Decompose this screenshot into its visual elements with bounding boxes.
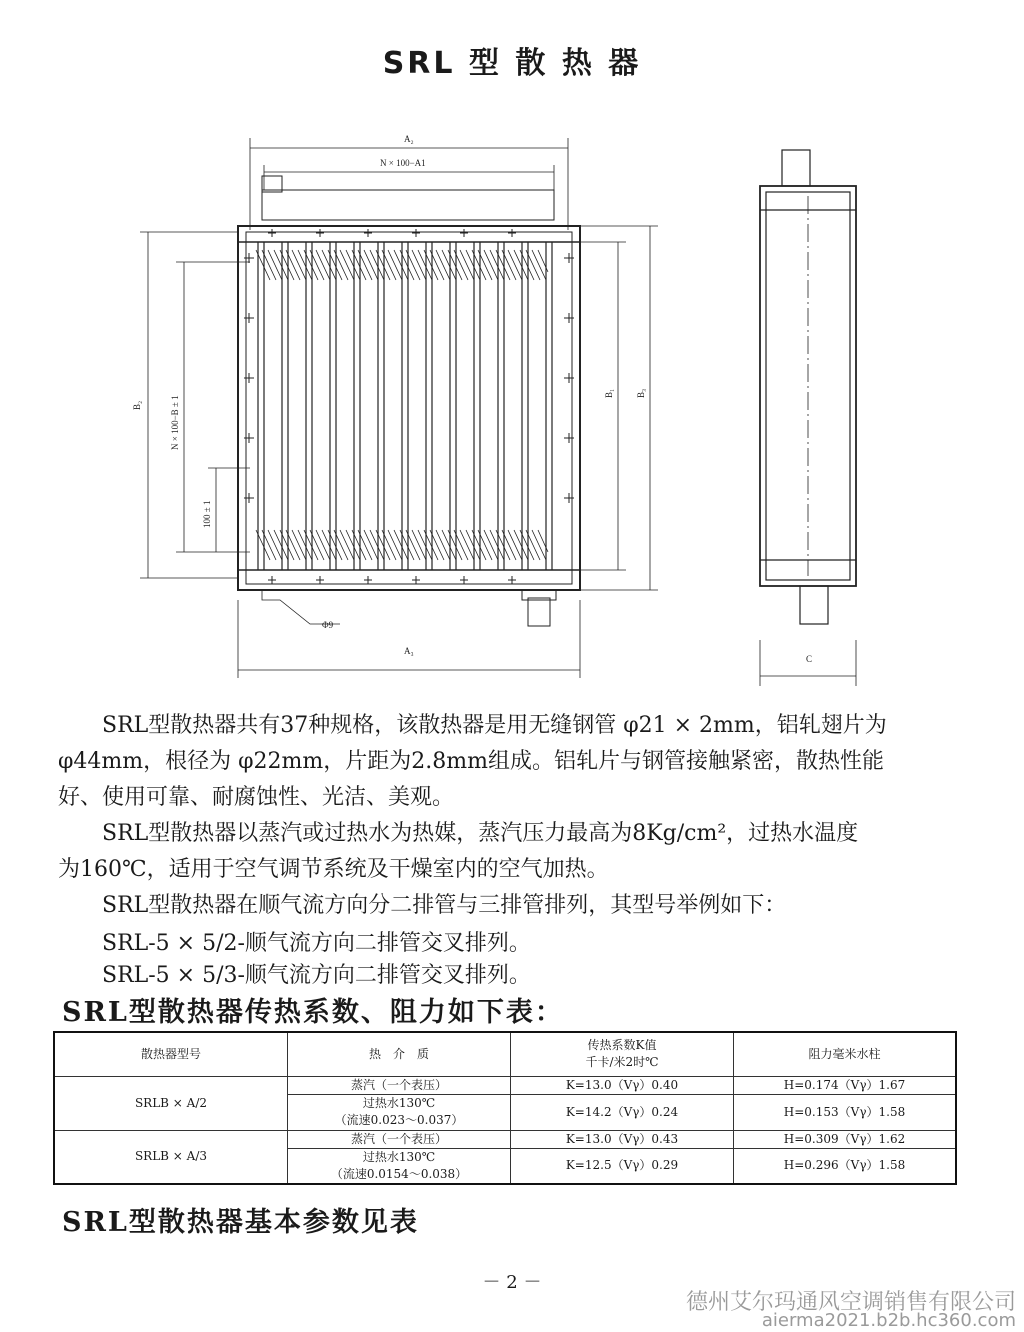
basic-params-title: SRL型散热器基本参数见表	[62, 1207, 419, 1238]
table-row	[54, 1130, 956, 1148]
paragraph-2-line-1: SRL型散热器以蒸汽或过热水为热媒，蒸汽压力最高为8Kg/cm²，过热水温度	[102, 821, 859, 846]
table-section-title: SRL型散热器传热系数、阻力如下表：	[62, 997, 564, 1028]
header-k	[511, 1032, 734, 1076]
label-b2: B₂	[132, 400, 142, 410]
k-cell: K=13.0（Vγ）0.40	[511, 1076, 734, 1094]
bolt-marks	[244, 229, 574, 584]
label-phi9: Φ9	[322, 620, 334, 630]
paragraph-1-line-1: SRL型散热器共有37种规格，该散热器是用无缝钢管 φ21 × 2mm，铝轧翅片为	[102, 713, 887, 738]
label-100: 100 ± 1	[202, 500, 212, 528]
label-n100-b: N × 100−B ± 1	[170, 395, 180, 450]
label-c: C	[806, 654, 813, 664]
watermark-company: 德州艾尔玛通风空调销售有限公司	[685, 1290, 1016, 1315]
label-a3: A₃	[404, 646, 414, 656]
medium-line1: 过热水130℃	[362, 1149, 436, 1164]
h-cell: H=0.174（Vγ）1.67	[734, 1076, 957, 1094]
watermark-url: aierma2021.b2b.hc360.com	[761, 1310, 1016, 1331]
paragraph-2-line-2: 为160℃，适用于空气调节系统及干燥室内的空气加热。	[58, 857, 609, 882]
header-k-line2: 千卡/米2时℃	[585, 1055, 659, 1070]
model-cell: SRLB × A/3	[54, 1130, 288, 1184]
example-2: SRL-5 × 5/3-顺气流方向二排管交叉排列。	[102, 963, 531, 988]
table-row	[54, 1076, 956, 1094]
example-1: SRL-5 × 5/2-顺气流方向二排管交叉排列。	[102, 931, 531, 956]
paragraph-3: SRL型散热器在顺气流方向分二排管与三排管排列，其型号举例如下：	[102, 893, 787, 918]
label-a2: A₂	[404, 134, 414, 144]
tube-columns	[258, 242, 552, 570]
h-cell: H=0.153（Vγ）1.58	[734, 1094, 957, 1130]
medium-line2: （流速0.023～0.037）	[334, 1113, 464, 1127]
header-resistance: 阻力毫米水柱	[734, 1032, 957, 1076]
h-cell: H=0.309（Vγ）1.62	[734, 1130, 957, 1148]
header-k-line1: 传热系数K值	[587, 1038, 657, 1053]
medium-line1: 过热水130℃	[362, 1096, 436, 1110]
medium-cell	[288, 1148, 511, 1184]
k-cell: K=14.2（Vγ）0.24	[511, 1094, 734, 1130]
medium-line2: （流速0.0154～0.038）	[330, 1166, 468, 1181]
h-cell: H=0.296（Vγ）1.58	[734, 1148, 957, 1184]
medium-cell: 蒸汽（一个表压）	[288, 1130, 511, 1148]
page-number: － 2 －	[482, 1272, 542, 1293]
side-view	[760, 150, 856, 686]
paragraph-1-line-2: φ44mm，根径为 φ22mm，片距为2.8mm组成。铝轧片与钢管接触紧密，散热性能	[58, 749, 884, 774]
model-cell: SRLB × A/2	[54, 1076, 288, 1130]
label-n100-a1: N × 100−A1	[380, 158, 426, 168]
label-b1: B₁	[604, 388, 614, 398]
k-cell: K=12.5（Vγ）0.29	[511, 1148, 734, 1184]
paragraph-1-line-3: 好、使用可靠、耐腐蚀性、光洁、美观。	[58, 785, 455, 810]
medium-cell	[288, 1094, 511, 1130]
header-medium: 热 介 质	[288, 1032, 511, 1076]
medium-cell: 蒸汽（一个表压）	[288, 1076, 511, 1094]
heat-transfer-table	[53, 1031, 957, 1185]
page-title: SRL 型 散 热 器	[382, 46, 642, 81]
header-model: 散热器型号	[54, 1032, 288, 1076]
label-b3: B₃	[636, 388, 646, 398]
k-cell: K=13.0（Vγ）0.43	[511, 1130, 734, 1148]
